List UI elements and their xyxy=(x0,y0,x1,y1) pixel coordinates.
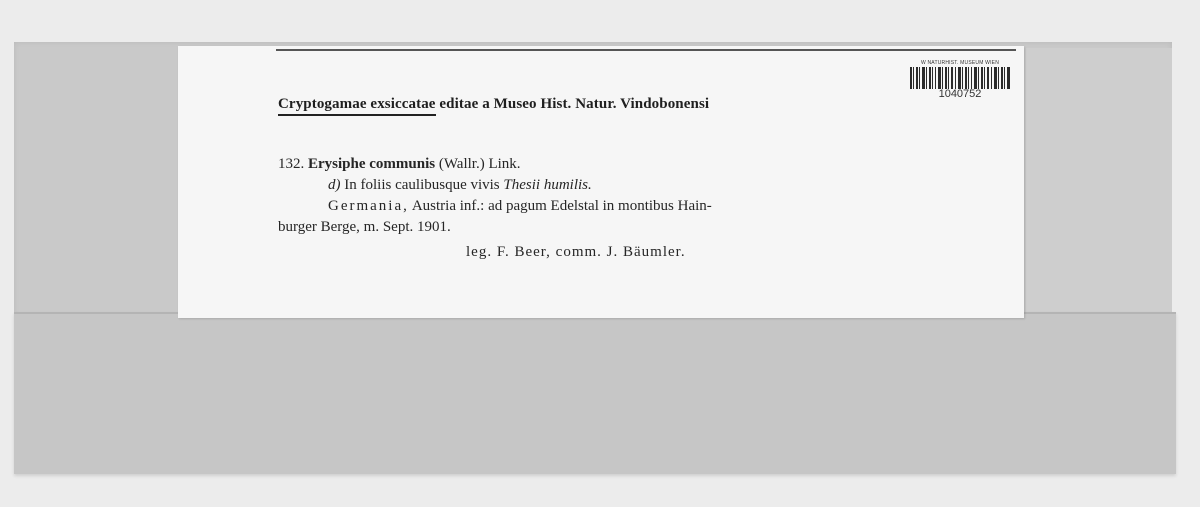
entry-number: 132. xyxy=(278,156,305,172)
locality-text: Austria inf.: ad pagum Edelstal in montibus Hain- xyxy=(411,198,712,214)
envelope-flap xyxy=(14,312,1176,474)
locality-line xyxy=(278,196,1016,217)
species-name: Erysiphe communis xyxy=(308,156,436,172)
top-rule xyxy=(276,49,1016,51)
barcode-icon xyxy=(910,67,1010,89)
locality-country: Germania, xyxy=(328,198,409,214)
habitat-text: In foliis caulibusque vivis xyxy=(344,177,500,193)
barcode-block xyxy=(908,60,1012,100)
header-publisher: editae a Museo Hist. Natur. Vindobonensi xyxy=(439,96,710,112)
variety-marker: d) xyxy=(328,177,341,193)
host-name: Thesii humilis. xyxy=(503,177,592,193)
label-header xyxy=(278,96,709,113)
entry-title-line xyxy=(278,154,1016,175)
locality-line-2: burger Berge, m. Sept. 1901. xyxy=(278,219,451,235)
barcode-number: 1040752 xyxy=(938,88,982,100)
habitat-line xyxy=(278,175,1016,196)
barcode-institution: W NATURHIST. MUSEUM WIEN xyxy=(920,60,1000,66)
species-authority: (Wallr.) Link. xyxy=(438,156,521,172)
specimen-entry xyxy=(278,154,1016,238)
header-series-title: Cryptogamae exsiccatae xyxy=(278,96,436,116)
envelope-side xyxy=(1026,48,1172,314)
collector-line: leg. F. Beer, comm. J. Bäumler. xyxy=(466,244,686,260)
herbarium-label xyxy=(178,46,1024,318)
